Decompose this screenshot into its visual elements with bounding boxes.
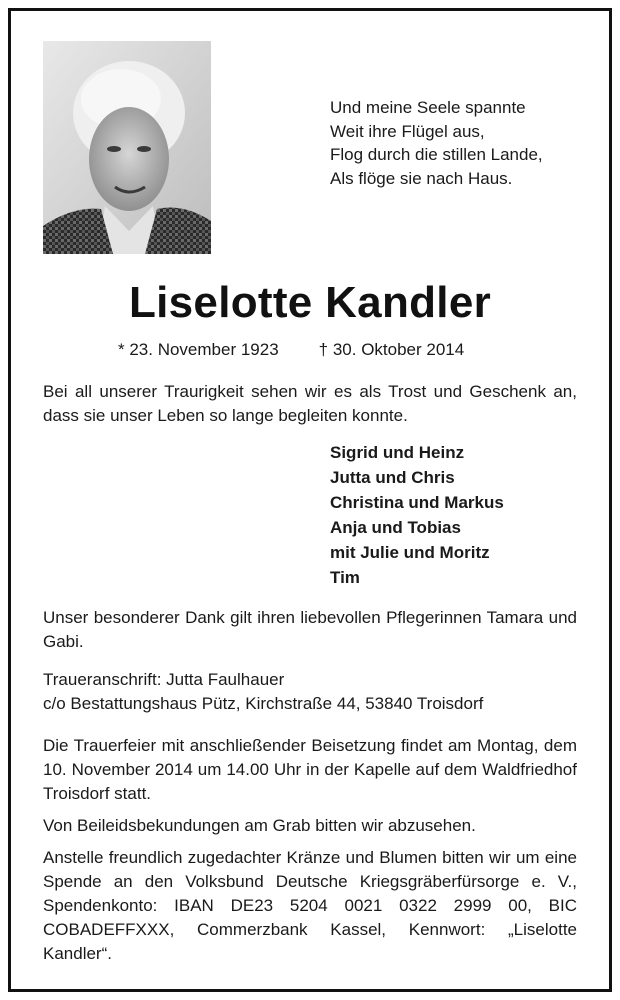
family-member: Sigrid und Heinz [330, 443, 465, 462]
family-member: Anja und Tobias [330, 518, 461, 537]
poem-line: Und meine Seele spannte [330, 98, 526, 117]
portrait-image [43, 41, 211, 254]
donation-text: Anstelle freundlich zugedachter Kränze und Blumen bitten wir um eine Spende an den Volksbund Deutsche Kriegsgräberfürsorge e. V., Spendenkonto: IBAN DE23 5204 0021 0322 2999 00, BIC COBADEFFXXX, Commerzbank Kassel, Kennwort: „Liselotte Kandler“. [43, 848, 577, 963]
poem-line: Als flöge sie nach Haus. [330, 168, 513, 188]
family-member: Tim [330, 568, 360, 587]
address-line: c/o Bestattungshaus Pütz, Kirchstraße 44, 53840 Troisdorf [43, 694, 484, 713]
life-dates [118, 340, 464, 360]
poem-line: Flog durch die stillen Lande, [330, 145, 543, 164]
address-line: Traueranschrift: Jutta Faulhauer [43, 670, 285, 689]
family-member: Christina und Markus [330, 493, 504, 512]
portrait-photo [43, 41, 211, 254]
birth-date: * 23. November 1923 [118, 340, 279, 359]
condolence-text: Von Beileidsbekundungen am Grab bitten wir abzusehen. [43, 816, 476, 835]
ceremony-text: Die Trauerfeier mit anschließender Beisetzung findet am Montag, dem 10. November 2014 um 14.00 Uhr in der Kapelle auf dem Waldfriedhof Troisdorf statt. [43, 736, 577, 803]
address-block [43, 668, 577, 716]
poem-line: Weit ihre Flügel aus, [330, 121, 485, 141]
poem [330, 96, 543, 190]
intro-text: Bei all unserer Traurigkeit sehen wir es als Trost und Geschenk an, dass sie unser Leben so lange begleiten konnte. [43, 382, 577, 425]
death-date: † 30. Oktober 2014 [318, 340, 465, 359]
family-member: Jutta und Chris [330, 468, 455, 487]
thanks-text: Unser besonderer Dank gilt ihren liebevollen Pflegerinnen Tamara und Gabi. [43, 608, 577, 651]
deceased-name: Liselotte Kandler [128, 278, 492, 327]
family-list [330, 440, 504, 590]
family-member: mit Julie und Moritz [330, 543, 490, 562]
